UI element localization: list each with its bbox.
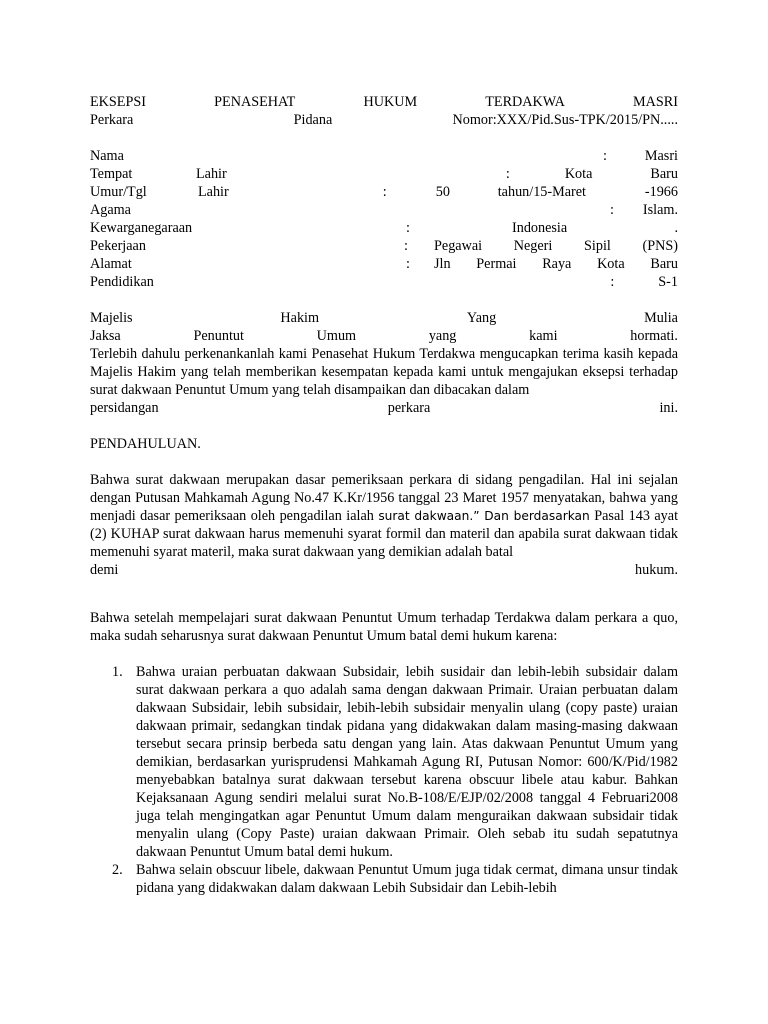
paragraph-2: Bahwa setelah mempelajari surat dakwaan Penuntut Umum terhadap Terdakwa dalam perkara a quo, maka sudah seharusnya surat dakwaan Penuntut Umum batal demi hukum karena: xyxy=(90,610,678,644)
salutation-last-line xyxy=(90,399,678,417)
salutation-line-1 xyxy=(90,309,678,327)
identity-row-alamat xyxy=(90,255,678,273)
salutation-word: Penuntut xyxy=(193,328,244,344)
identity-label: Pekerjaan xyxy=(90,238,146,254)
list-item-text: Bahwa selain obscuur libele, dakwaan Penuntut Umum juga tidak cermat, dimana unsur tindak pidana yang didakwakan dalam dakwaan Lebih Subsidair dan Lebih-lebih xyxy=(136,862,678,896)
paragraph-1-sans-text: surat dakwaan.” Dan berdasarkan xyxy=(378,509,590,523)
salutation-word: persidangan xyxy=(90,400,159,416)
paragraph-word: demi xyxy=(90,562,119,578)
salutation-word: yang xyxy=(428,328,457,344)
title-word: EKSEPSI xyxy=(90,94,146,110)
identity-value: . xyxy=(674,220,678,236)
identity-colon: : xyxy=(382,184,387,200)
identity-value: Sipil xyxy=(584,238,611,254)
paragraph-1 xyxy=(90,471,678,561)
identity-label: Pendidikan xyxy=(90,274,154,290)
identity-value: 50 xyxy=(435,184,450,200)
salutation-word: ini. xyxy=(659,400,678,416)
identity-colon: : xyxy=(505,166,510,182)
salutation-word: Hakim xyxy=(280,310,320,326)
identity-row-pekerjaan xyxy=(90,237,678,255)
identity-colon: : xyxy=(602,148,607,164)
identity-value: S-1 xyxy=(658,274,678,290)
identity-label: Tempat xyxy=(90,166,133,182)
salutation-body: Terlebih dahulu perkenankanlah kami Penasehat Hukum Terdakwa mengucapkan terima kasih kepada Majelis Hakim yang telah memberikan kesempatan kepada kami untuk mengajukan eksepsi terhadap surat dakwaan Penuntut Umum yang telah disampaikan dan dibacakan dalam xyxy=(90,346,678,398)
paragraph-1-last-line xyxy=(90,561,678,579)
identity-value: -1966 xyxy=(644,184,678,200)
identity-row-umur xyxy=(90,183,678,201)
identity-row-kewarganegaraan xyxy=(90,219,678,237)
identity-value: Kota xyxy=(564,166,593,182)
paragraph-1-text-b: Pasal 143 ayat (2) KUHAP surat dakwaan harus memenuhi syarat formil dan materil dan apabila surat dakwaan tidak memenuhi syarat materil, maka surat dakwaan yang demikian adalah batal xyxy=(90,508,679,560)
list-item-number: 2. xyxy=(112,862,123,878)
case-word: Pidana xyxy=(293,112,333,128)
identity-label-2: Lahir xyxy=(198,184,229,200)
identity-value: Islam. xyxy=(642,202,678,218)
salutation-word: Jaksa xyxy=(90,328,121,344)
title-word: MASRI xyxy=(633,94,678,110)
salutation-word: Umum xyxy=(316,328,357,344)
salutation-word: Majelis xyxy=(90,310,133,326)
paragraph-word: hukum. xyxy=(635,562,678,578)
identity-value: Masri xyxy=(644,148,678,164)
identity-colon: : xyxy=(404,238,408,254)
identity-value: Pegawai xyxy=(434,238,483,254)
salutation-word: hormati. xyxy=(630,328,678,344)
identity-label: Alamat xyxy=(90,256,132,272)
identity-block xyxy=(90,147,678,291)
identity-colon: : xyxy=(406,220,410,236)
identity-value: (PNS) xyxy=(642,238,678,254)
identity-value: Baru xyxy=(650,256,678,272)
title-word: HUKUM xyxy=(363,94,418,110)
identity-value: Jln xyxy=(434,256,451,272)
salutation-word: perkara xyxy=(387,400,431,416)
numbered-list xyxy=(90,663,678,897)
identity-colon: : xyxy=(609,202,614,218)
identity-value: Indonesia xyxy=(512,220,568,236)
identity-value: Kota xyxy=(597,256,625,272)
identity-value: Baru xyxy=(650,166,678,182)
salutation-line-2 xyxy=(90,327,678,345)
salutation-word: Yang xyxy=(466,310,497,326)
document-title xyxy=(90,93,678,111)
identity-value: Permai xyxy=(476,256,517,272)
case-word: Perkara xyxy=(90,112,134,128)
identity-value: Raya xyxy=(542,256,572,272)
case-number: Nomor:XXX/Pid.Sus-TPK/2015/PN..... xyxy=(452,112,678,128)
list-item-number: 1. xyxy=(112,664,123,680)
identity-value: Negeri xyxy=(513,238,553,254)
identity-label: Kewarganegaraan xyxy=(90,220,193,236)
paragraph-1-text-a: Bahwa surat dakwaan merupakan dasar pemeriksaan perkara di sidang pengadilan. Hal ini sejalan dengan Putusan Mahkamah Agung No.47 K.Kr/1956 tanggal 23 Maret 1957 menyatakan, bahwa yang menjadi dasar pemeriksaan oleh pengadilan ialah xyxy=(90,472,678,524)
salutation-word: Mulia xyxy=(644,310,678,326)
identity-row-tempat-lahir xyxy=(90,165,678,183)
identity-value: tahun/15-Maret xyxy=(497,184,586,200)
identity-row-pendidikan xyxy=(90,273,678,291)
list-item xyxy=(90,861,678,897)
list-item-text: Bahwa uraian perbuatan dakwaan Subsidair, lebih susidair dan lebih-lebih subsidair dalam surat dakwaan perkara a quo adalah sama dengan dakwaan Primair. Uraian perbuatan dalam dakwaan Subsidair, lebih subsidair, lebih-lebih subsidair menyalin ulang (copy paste) uraian dakwaan primair, sedangkan tindak pidana yang didakwakan dalam masing-masing dakwaan tersebut secara prinsip berbeda satu dengan yang lain. Atas dakwaan Penuntut Umum yang demikian, berdasarkan yurisprudensi Mahkamah Agung RI, Putusan Nomor: 600/K/Pid/1982 menyebabkan batalnya surat dakwaan tersebut karena obscuur libele atau kabur. Bahkan Kejaksanaan Agung sendiri melalui surat No.B-108/E/EJP/02/2008 tanggal 4 Februari2008 juga telah mengingatkan agar Penuntut Umum dalam menguraikan dakwaan subsidair tidak menyalin ulang (Copy Paste) uraian dakwaan Primair. Oleh sebab itu sudah sepatutnya dakwaan Penuntut Umum batal demi hukum. xyxy=(136,664,678,860)
identity-label: Nama xyxy=(90,148,124,164)
identity-row-nama xyxy=(90,147,678,165)
document-content xyxy=(90,93,678,897)
list-item xyxy=(90,663,678,861)
title-word: PENASEHAT xyxy=(214,94,296,110)
section-heading: PENDAHULUAN. xyxy=(90,436,201,452)
identity-row-agama xyxy=(90,201,678,219)
salutation-word: kami xyxy=(529,328,558,344)
identity-colon: : xyxy=(406,256,410,272)
identity-label: Umur/Tgl xyxy=(90,184,147,200)
identity-label-2: Lahir xyxy=(196,166,227,182)
identity-label: Agama xyxy=(90,202,131,218)
title-word: TERDAKWA xyxy=(485,94,565,110)
case-number-line xyxy=(90,111,678,129)
identity-colon: : xyxy=(610,274,615,290)
